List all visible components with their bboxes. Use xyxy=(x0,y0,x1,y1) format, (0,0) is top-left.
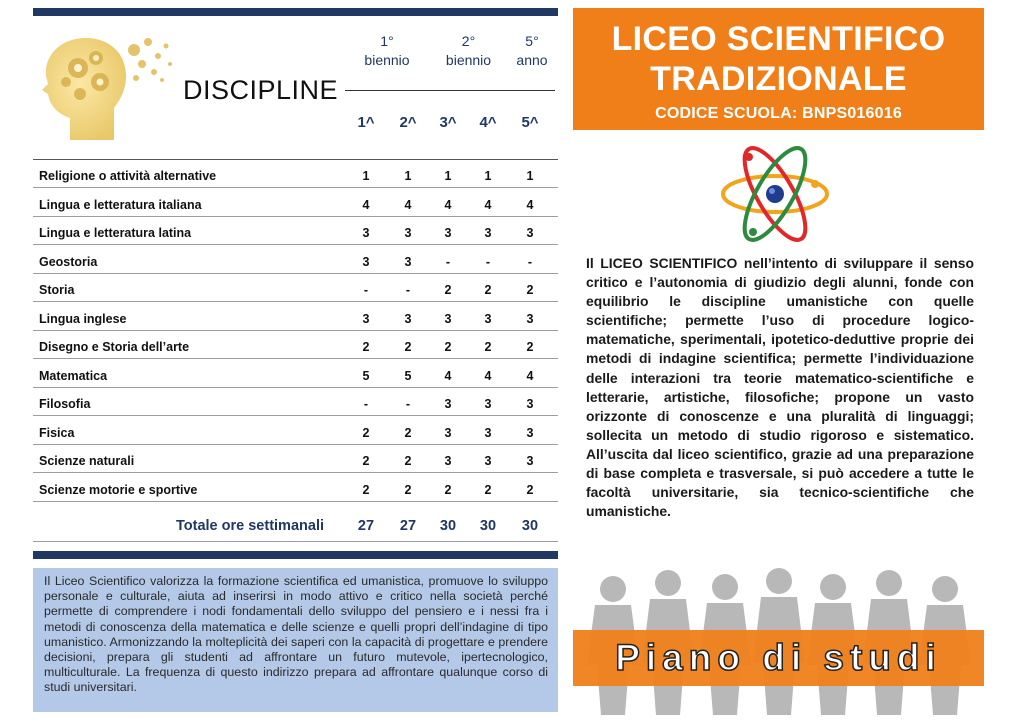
hours-cell: 1 xyxy=(444,169,452,183)
hours-cell: 4 xyxy=(526,368,534,383)
hours-cell: 2 xyxy=(526,283,534,297)
hours-cell: 3 xyxy=(484,454,492,468)
subject-name: Lingua inglese xyxy=(39,311,127,326)
table-top-rule xyxy=(33,159,558,160)
total-year-1: 27 xyxy=(357,518,375,534)
study-plan-label: Piano di studi xyxy=(615,637,942,678)
hours-cell: - xyxy=(527,254,533,269)
hours-cell: 2 xyxy=(526,482,534,497)
group-line1: 1° xyxy=(380,33,394,49)
hours-cell: 2 xyxy=(362,425,370,440)
info-box xyxy=(33,568,558,712)
hours-cell: 2 xyxy=(444,340,452,354)
subject-name: Scienze naturali xyxy=(39,454,135,468)
group-label-fifth-year xyxy=(512,32,552,70)
hours-cell: 4 xyxy=(526,197,534,212)
subject-name: Matematica xyxy=(39,368,108,383)
hours-cell: 2 xyxy=(404,482,412,497)
group-label-first-biennium xyxy=(362,32,412,70)
school-code: CODICE SCUOLA: BNPS016016 xyxy=(655,105,902,122)
hours-cell: 3 xyxy=(444,397,452,411)
table-row xyxy=(33,218,558,245)
hours-cell: 2 xyxy=(484,482,492,497)
year-header-4: 4^ xyxy=(479,114,497,131)
table-row xyxy=(33,389,558,416)
table-row xyxy=(33,418,558,445)
info-paragraph: Il Liceo Scientifico valorizza la formazione scientifica ed umanistica, promuove lo sviluppo personale e culturale, aiuta ad inserirsi in modo attivo e critico nella società perché permette di comprendere i nodi fondamentali dello sviluppo del pensiero e i nessi fra i metodi di conoscenza della matematica e delle scienze e quelli propri dell’indagine di tipo umanistico. Armonizzando la molteplicità dei saperi con la capacità di progettare e prendere decisioni, prepara gli studenti ad affrontare un futuro mutevole, ipertecnologico, multiculturale. La frequenza di questo indirizzo prepara ad affrontare qualunque corso di studi universitari. xyxy=(44,574,548,695)
hours-cell: - xyxy=(405,397,411,411)
hours-cell: 2 xyxy=(484,340,492,354)
subject-name: Disegno e Storia dell’arte xyxy=(39,340,190,354)
hours-cell: 1 xyxy=(484,169,492,183)
hours-cell: 3 xyxy=(404,226,412,240)
table-row xyxy=(33,332,558,359)
school-header xyxy=(573,8,984,130)
hours-cell: 3 xyxy=(526,425,534,440)
year-header-2: 2^ xyxy=(399,114,417,131)
group-line1: 2° xyxy=(461,33,476,49)
hours-cell: 1 xyxy=(526,169,534,183)
subject-name: Filosofia xyxy=(39,397,91,411)
hours-cell: 2 xyxy=(362,340,370,354)
hours-cell: 3 xyxy=(444,425,452,440)
group-line2: biennio xyxy=(364,52,410,68)
hours-cell: 3 xyxy=(444,311,452,326)
hours-cell: 5 xyxy=(404,368,412,383)
bottom-divider-bar xyxy=(33,551,558,559)
table-row xyxy=(33,304,558,331)
year-header-5: 5^ xyxy=(521,114,539,131)
group-label-second-biennium xyxy=(441,32,496,70)
hours-cell: 3 xyxy=(526,226,534,240)
hours-cell: 1 xyxy=(404,169,412,183)
hours-cell: 2 xyxy=(404,425,412,440)
subject-name: Storia xyxy=(39,283,75,297)
table-row xyxy=(33,190,558,217)
subject-name: Fisica xyxy=(39,425,75,440)
hours-cell: 3 xyxy=(444,454,452,468)
hours-cell: - xyxy=(485,254,491,269)
hours-cell: 3 xyxy=(362,254,370,269)
total-year-2: 27 xyxy=(399,518,417,534)
hours-cell: 2 xyxy=(444,283,452,297)
table-row xyxy=(33,361,558,388)
hours-cell: 3 xyxy=(362,226,370,240)
group-line1: 5° xyxy=(525,33,539,49)
hours-cell: 2 xyxy=(484,283,492,297)
total-label: Totale ore settimanali xyxy=(176,518,324,534)
hours-cell: 3 xyxy=(526,454,534,468)
hours-cell: 5 xyxy=(362,368,370,383)
hours-cell: 4 xyxy=(484,368,492,383)
gears-head-icon xyxy=(30,28,180,146)
total-year-4: 30 xyxy=(479,518,497,534)
description-paragraph: Il LICEO SCIENTIFICO nell’intento di sviluppare il senso critico e l’autonomia di giudizio degli alunni, fonde con equilibrio le discipline umanistiche con quelle scientifiche; permette l’uso di procedure logico-matematiche, sperimentali, ipotetico-deduttive proprie dei metodi di indagine scientifica; permette l’individuazione delle interazioni tra teorie matematico-scientifiche e letterarie, artistiche, filosofiche; propone un vasto orizzonte di conoscenze e una pluralità di linguaggi; sollecita un metodo di studio rigoroso e sistematico. All’uscita dal liceo scientifico, grazie ad una preparazione di base completa e trasversale, si può accedere a tutte le facoltà universitarie, sia tecnico-scientifiche che umanistiche. xyxy=(586,255,974,520)
total-rule xyxy=(33,541,558,542)
table-row xyxy=(33,446,558,473)
hours-cell: 4 xyxy=(444,368,452,383)
table-row xyxy=(33,275,558,302)
hours-cell: 4 xyxy=(444,197,452,212)
subject-name: Lingua e letteratura latina xyxy=(39,226,192,240)
hours-cell: - xyxy=(445,254,451,269)
subject-name: Lingua e letteratura italiana xyxy=(39,197,202,212)
school-title-line2: TRADIZIONALE xyxy=(650,60,907,98)
subject-name: Religione o attività alternative xyxy=(39,169,217,183)
hours-cell: 3 xyxy=(526,311,534,326)
hours-cell: 2 xyxy=(444,482,452,497)
table-row xyxy=(33,161,558,188)
hours-cell: 3 xyxy=(362,311,370,326)
hours-cell: 2 xyxy=(404,340,412,354)
hours-cell: 3 xyxy=(526,397,534,411)
hours-cell: 3 xyxy=(484,311,492,326)
hours-cell: 3 xyxy=(444,226,452,240)
subject-name: Scienze motorie e sportive xyxy=(39,482,198,497)
hours-cell: - xyxy=(363,397,369,411)
hours-cell: 4 xyxy=(484,197,492,212)
table-row xyxy=(33,475,558,502)
total-year-3: 30 xyxy=(439,518,457,534)
hours-cell: 2 xyxy=(362,482,370,497)
subject-name: Geostoria xyxy=(39,254,98,269)
hours-cell: 3 xyxy=(484,397,492,411)
year-header-3: 3^ xyxy=(439,114,457,131)
hours-cell: 4 xyxy=(404,197,412,212)
group-line2: anno xyxy=(516,52,548,68)
table-row xyxy=(33,247,558,274)
hours-cell: 3 xyxy=(404,311,412,326)
hours-cell: 2 xyxy=(526,340,534,354)
hours-cell: 3 xyxy=(484,425,492,440)
hours-cell: - xyxy=(363,283,369,297)
hours-cell: 3 xyxy=(404,254,412,269)
disciplines-heading: DISCIPLINE xyxy=(183,75,339,105)
top-divider-bar xyxy=(33,8,558,16)
hours-cell: 2 xyxy=(362,454,370,468)
hours-cell: - xyxy=(405,283,411,297)
school-title-line1: LICEO SCIENTIFICO xyxy=(611,20,946,58)
year-header-1: 1^ xyxy=(357,114,375,131)
heading-rule xyxy=(345,90,555,91)
hours-cell: 1 xyxy=(362,169,370,183)
total-year-5: 30 xyxy=(521,518,539,534)
hours-cell: 3 xyxy=(484,226,492,240)
atom-icon xyxy=(715,144,835,244)
hours-cell: 2 xyxy=(404,454,412,468)
hours-cell: 4 xyxy=(362,197,370,212)
group-line2: biennio xyxy=(445,52,492,68)
